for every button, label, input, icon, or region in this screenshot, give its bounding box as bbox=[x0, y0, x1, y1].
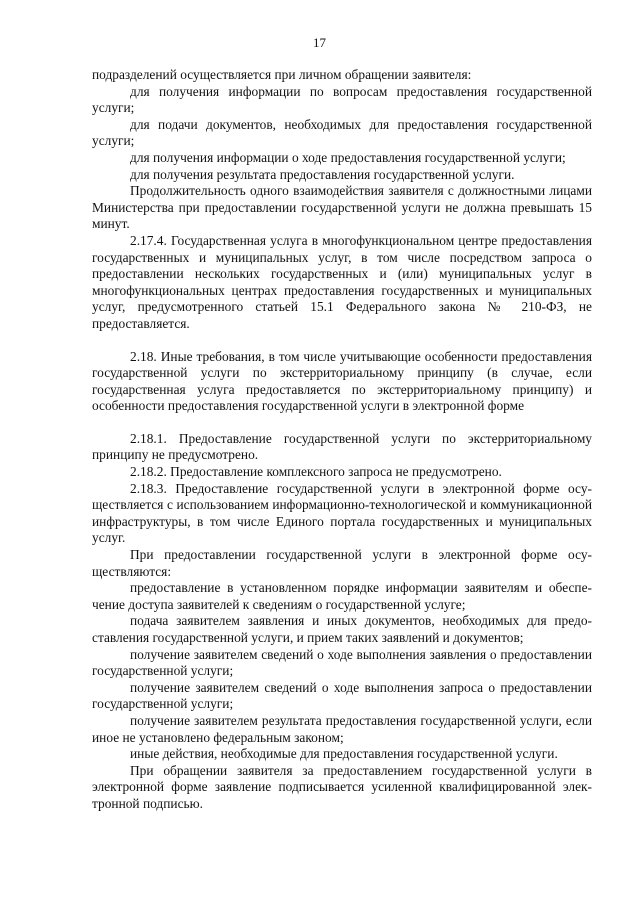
paragraph: для получения результата предоставления государственной услуги. bbox=[130, 166, 515, 182]
paragraph: Продолжительность одного взаимодействия заявителя с должностными лицами Министерства при предоставлении государственной услуги не должна превышать 15 минут. bbox=[92, 183, 592, 232]
paragraph: получение заявителем результата предоставления государственной услуги, если иное не установлено федеральным законом; bbox=[92, 712, 592, 745]
paragraph: подача заявителем заявления и иных документов, необходимых для предоставления государственной услуги, и прием таких заявлений и документов; bbox=[92, 613, 592, 645]
paragraph: получение заявителем сведений о ходе выполнения запроса о предоставлении государственной услуги; bbox=[92, 679, 592, 712]
paragraph: 2.18. Иные требования, в том числе учитывающие особенности предоставления государственной услуги по экстерриториальному принципу (в случае, если государственная услуга предоставляется по экстерриториальному принципу) и особенности предоставления государственной услуги в электронной форме bbox=[92, 348, 592, 414]
paragraph: для получения информации о ходе предоставления государственной услуги; bbox=[130, 149, 566, 165]
paragraph: 2.18.2. Предоставление комплексного запроса не предусмотрено. bbox=[130, 464, 502, 480]
paragraph: для получения информации по вопросам предоставления государственной услуги; bbox=[92, 83, 592, 116]
paragraph: для подачи документов, необходимых для предоставления государственной услуги; bbox=[92, 116, 592, 149]
paragraph: 2.18.1. Предоставление государственной услуги по экстерриториальному принципу не предусмотрено. bbox=[92, 430, 592, 463]
paragraph: предоставление в установленном порядке информации заявителям и обеспечение доступа заявителей к сведениям о государственной услуге; bbox=[92, 580, 592, 612]
paragraph: подразделений осуществляется при личном обращении заявителя: bbox=[92, 67, 472, 82]
paragraph: При предоставлении государственной услуги в электронной форме осуществляются: bbox=[92, 547, 592, 579]
paragraph: иные действия, необходимые для предоставления государственной услуги. bbox=[130, 746, 558, 762]
page-number: 17 bbox=[313, 35, 326, 50]
paragraph: При обращении заявителя за предоставлением государственной услуги в электронной форме заявление подписывается усиленной квалифицированной электронной подписью. bbox=[92, 762, 592, 811]
paragraph: 2.18.3. Предоставление государственной услуги в электронной форме осуществляется с использованием информационно-технологической и коммуникационной инфраструктуры, в том числе Единого портала государственных и муниципальных услуг. bbox=[92, 480, 592, 546]
paragraph: 2.17.4. Государственная услуга в многофункциональном центре предоставления государственных и муниципальных услуг, в том числе посредством запроса о предоставлении нескольких государственных и (или) муниципальных услуг в многофункциональных центрах предоставления государственных и муниципальных услуг, предусмотренного статьей 15.1 Федерального закона № 210-ФЗ, не предоставляется. bbox=[92, 232, 592, 331]
document-body bbox=[92, 67, 592, 813]
paragraph: получение заявителем сведений о ходе выполнения заявления о предоставлении государственной услуги; bbox=[92, 646, 592, 679]
